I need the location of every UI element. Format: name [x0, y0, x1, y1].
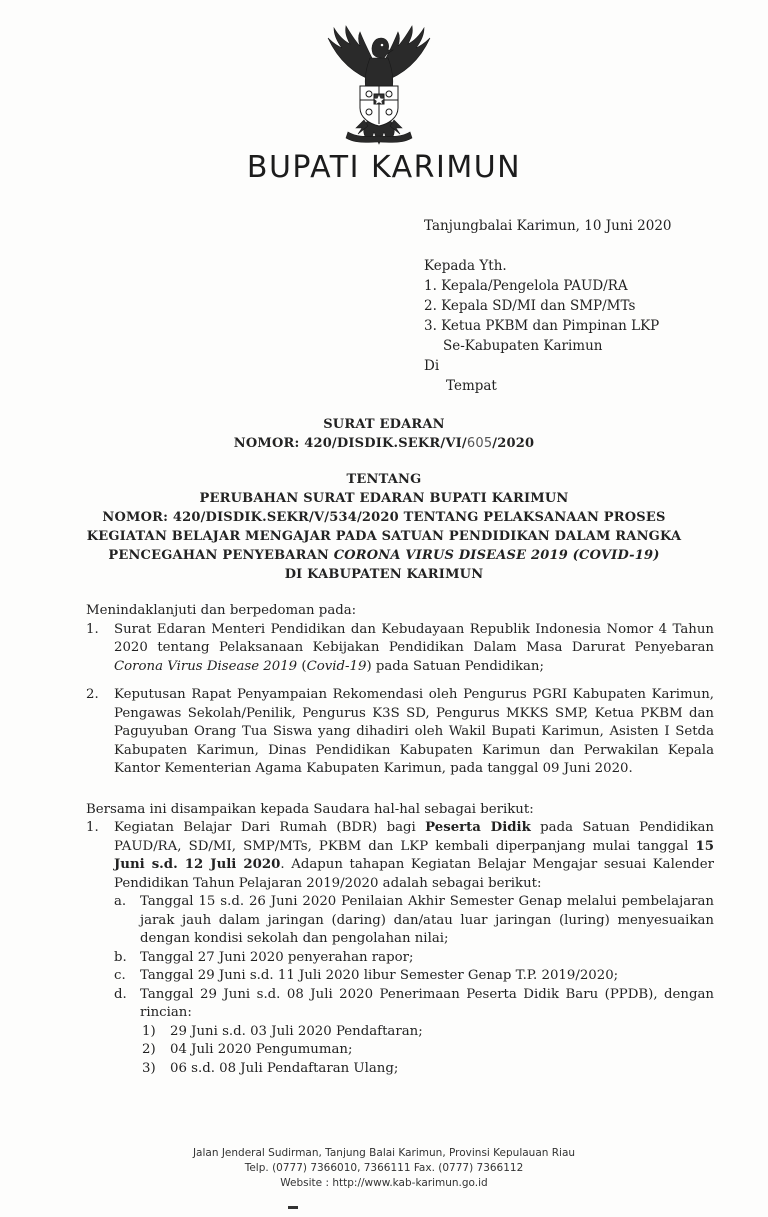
- point-text: Kegiatan Belajar Dari Rumah (BDR) bagi: [114, 820, 426, 835]
- subject-line: KEGIATAN BELAJAR MENGAJAR PADA SATUAN PENDIDIKAN DALAM RANGKA: [86, 529, 682, 544]
- reference-number: 1.: [86, 621, 99, 637]
- letter-title: [0, 415, 768, 453]
- point-bold: 15 Juni s.d. 12 Juli 2020: [114, 838, 714, 872]
- subject-line-italic: CORONA VIRUS DISEASE 2019 (COVID-19): [333, 548, 660, 563]
- ppdb-step-text: 06 s.d. 08 Juli Pendaftaran Ulang;: [170, 1060, 399, 1076]
- point-number: 1.: [86, 820, 99, 835]
- page-footer: [0, 1146, 768, 1191]
- stage-item: [114, 893, 714, 949]
- ppdb-step-text: 29 Juni s.d. 03 Juli 2020 Pendaftaran;: [170, 1023, 423, 1039]
- point-bold: Peserta Didik: [425, 820, 531, 835]
- stage-letter: b.: [114, 949, 127, 965]
- date-line: Tanjungbalai Karimun, 10 Juni 2020: [424, 218, 672, 234]
- reference-text: Surat Edaran Menteri Pendidikan dan Kebudayaan Republik Indonesia Nomor 4 Tahun 2020 tentang Pelaksanaan Kebijakan Pendidikan Dalam Masa Darurat Penyebaran: [114, 621, 714, 655]
- stage-item: [114, 949, 714, 968]
- footer-website: Website : http://www.kab-karimun.go.id: [280, 1177, 488, 1189]
- addressee-block: [424, 216, 672, 396]
- stage-letter: d.: [114, 986, 127, 1002]
- reference-text: (: [297, 658, 307, 674]
- place-label: Tempat: [446, 378, 497, 394]
- stage-item: [114, 986, 714, 1079]
- recipient-item: 1. Kepala/Pengelola PAUD/RA: [424, 278, 628, 294]
- stage-letter: c.: [114, 968, 126, 983]
- di-label: Di: [424, 358, 440, 374]
- intro-text: Menindaklanjuti dan berpedoman pada:: [86, 603, 357, 618]
- ppdb-step: [142, 1041, 714, 1060]
- stage-text: Tanggal 29 Juni s.d. 08 Juli 2020 Penerimaan Peserta Didik Baru (PPDB), dengan rincian:: [140, 986, 714, 1020]
- recipient-item: 2. Kepala SD/MI dan SMP/MTs: [424, 298, 636, 314]
- ppdb-step-text: 04 Juli 2020 Pengumuman;: [170, 1042, 353, 1057]
- stage-letter: a.: [114, 894, 127, 909]
- stage-text: Tanggal 29 Juni s.d. 11 Juli 2020 libur Semester Genap T.P. 2019/2020;: [140, 968, 619, 983]
- garuda-emblem-icon: [318, 24, 440, 154]
- ppdb-step-number: 3): [142, 1060, 156, 1076]
- to-label: Kepada Yth.: [424, 258, 507, 274]
- ppdb-step-number: 2): [142, 1042, 156, 1057]
- point-item: [86, 819, 714, 1078]
- subject-line: [0, 546, 768, 565]
- footer-phone: Telp. (0777) 7366010, 7366111 Fax. (0777) 7366112: [244, 1162, 524, 1174]
- reference-text: ) pada Satuan Pendidikan;: [366, 658, 544, 674]
- letter-number: [0, 434, 768, 453]
- subject-line-text: PENCEGAHAN PENYEBARAN: [108, 548, 334, 563]
- stage-item: [114, 967, 714, 986]
- footer-address: Jalan Jenderal Sudirman, Tanjung Balai Karimun, Provinsi Kepulauan Riau: [192, 1147, 576, 1159]
- stage-text: Tanggal 27 Juni 2020 penyerahan rapor;: [140, 949, 414, 965]
- subject-heading: [0, 470, 768, 584]
- stage-text: Tanggal 15 s.d. 26 Juni 2020 Penilaian Akhir Semester Genap melalui pembelajaran jarak jauh dalam jaringan (daring) dan/atau luar jaringan (luring) menyesuaikan dengan kondisi sekolah dan pengolahan nilai;: [140, 894, 714, 946]
- subject-line: NOMOR: 420/DISDIK.SEKR/V/534/2020 TENTANG PELAKSANAAN PROSES: [102, 510, 666, 525]
- reference-item: [86, 686, 714, 779]
- stage-list: [114, 893, 714, 1078]
- letter-number-handwritten: 605: [466, 436, 493, 451]
- reference-italic: Corona Virus Disease 2019: [114, 658, 298, 674]
- point-text: pada Satuan Pendidikan PAUD/RA, SD/MI, SMP/MTs, PKBM dan LKP kembali diperpanjang mulai tanggal: [114, 820, 714, 854]
- recipient-suffix: Se-Kabupaten Karimun: [443, 338, 603, 354]
- reference-text: Keputusan Rapat Penyampaian Rekomendasi oleh Pengurus PGRI Kabupaten Karimun, Pengawas Sekolah/Penilik, Pengurus K3S SD, Pengurus MKKS SMP, Ketua PKBM dan Paguyuban Orang Tua Siswa yang dihadiri oleh Wakil Bupati Karimun, Asisten I Setda Kabupaten Karimun, Dinas Pendidikan Kabupaten Karimun dan Perwakilan Kepala Kantor Kementerian Agama Kabupaten Karimun, pada tanggal 09 Juni 2020.: [114, 687, 714, 776]
- reference-number: 2.: [86, 687, 99, 702]
- recipient-item: 3. Ketua PKBM dan Pimpinan LKP: [424, 318, 660, 334]
- subject-label: TENTANG: [346, 472, 422, 487]
- ppdb-step-number: 1): [142, 1023, 156, 1039]
- intro-text: Bersama ini disampaikan kepada Saudara hal-hal sebagai berikut:: [86, 801, 534, 817]
- letter-number-prefix: NOMOR: 420/DISDIK.SEKR/VI/: [233, 436, 467, 451]
- letter-number-suffix: /2020: [492, 436, 535, 451]
- office-title: BUPATI KARIMUN: [246, 150, 522, 185]
- point-text: . Adapun tahapan Kegiatan Belajar Mengajar sesuai Kalender Pendidikan Tahun Pelajaran 2019/2020 adalah sebagai berikut:: [114, 857, 714, 891]
- ppdb-step: [142, 1060, 714, 1079]
- title-line: SURAT EDARAN: [323, 417, 445, 432]
- ppdb-step: [142, 1023, 714, 1042]
- reference-italic: Covid-19: [306, 658, 367, 674]
- scan-mark: [288, 1206, 298, 1209]
- subject-line: DI KABUPATEN KARIMUN: [284, 567, 484, 582]
- ppdb-step-list: [140, 1023, 714, 1079]
- reference-item: [86, 621, 714, 677]
- subject-line: PERUBAHAN SURAT EDARAN BUPATI KARIMUN: [199, 491, 569, 506]
- letter-body: [86, 602, 714, 1078]
